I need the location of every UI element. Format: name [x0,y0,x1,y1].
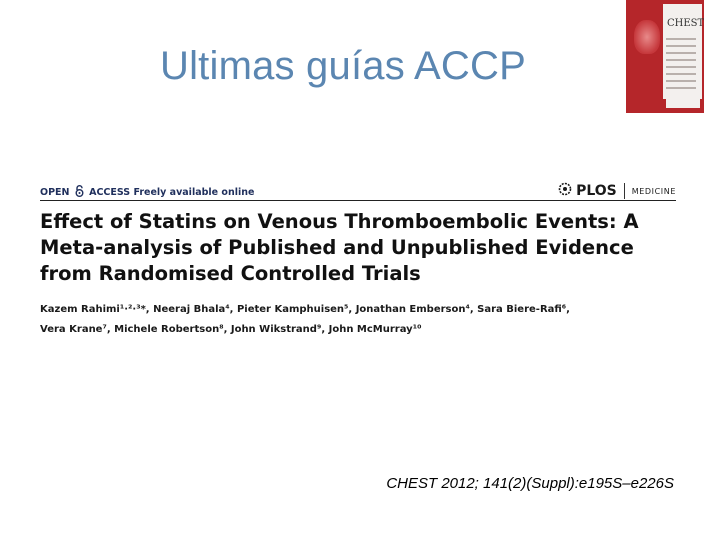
title-line: from Randomised Controlled Trials [40,262,421,285]
logo-divider [624,183,625,199]
author-line: Kazem Rahimi¹·²·³*, Neeraj Bhala⁴, Pieter Kamphuisen⁵, Jonathan Emberson⁴, Sara Biere-Rafi⁶, [40,304,570,315]
journal-cover-image [626,0,704,113]
cover-text-lines [666,38,696,94]
open-access-label [40,185,254,200]
author-line: Vera Krane⁷, Michele Robertson⁸, John Wikstrand⁹, John McMurray¹⁰ [40,324,422,335]
article-title [40,209,680,287]
plos-medicine-logo [556,181,676,201]
cover-footer [666,98,700,108]
title-line: Meta-analysis of Published and Unpublished Evidence [40,236,634,259]
header-rule [40,200,676,201]
citation-reference: CHEST 2012; 141(2)(Suppl):e195S–e226S [386,475,674,492]
slide-title: Ultimas guías ACCP [160,44,526,88]
title-line: Effect of Statins on Venous Thromboembolic Events: A [40,210,639,233]
cover-title: CHEST [667,18,704,29]
author-list [40,300,690,340]
lungs-illustration-icon [634,20,660,54]
article-banner [40,181,676,205]
plos-logo-icon [556,181,574,201]
open-access-prefix: OPEN [40,187,70,198]
plos-wordmark: PLOS [576,183,617,199]
open-access-suffix: ACCESS Freely available online [89,187,255,198]
plos-section: MEDICINE [631,186,676,196]
open-access-lock-icon [75,185,84,200]
